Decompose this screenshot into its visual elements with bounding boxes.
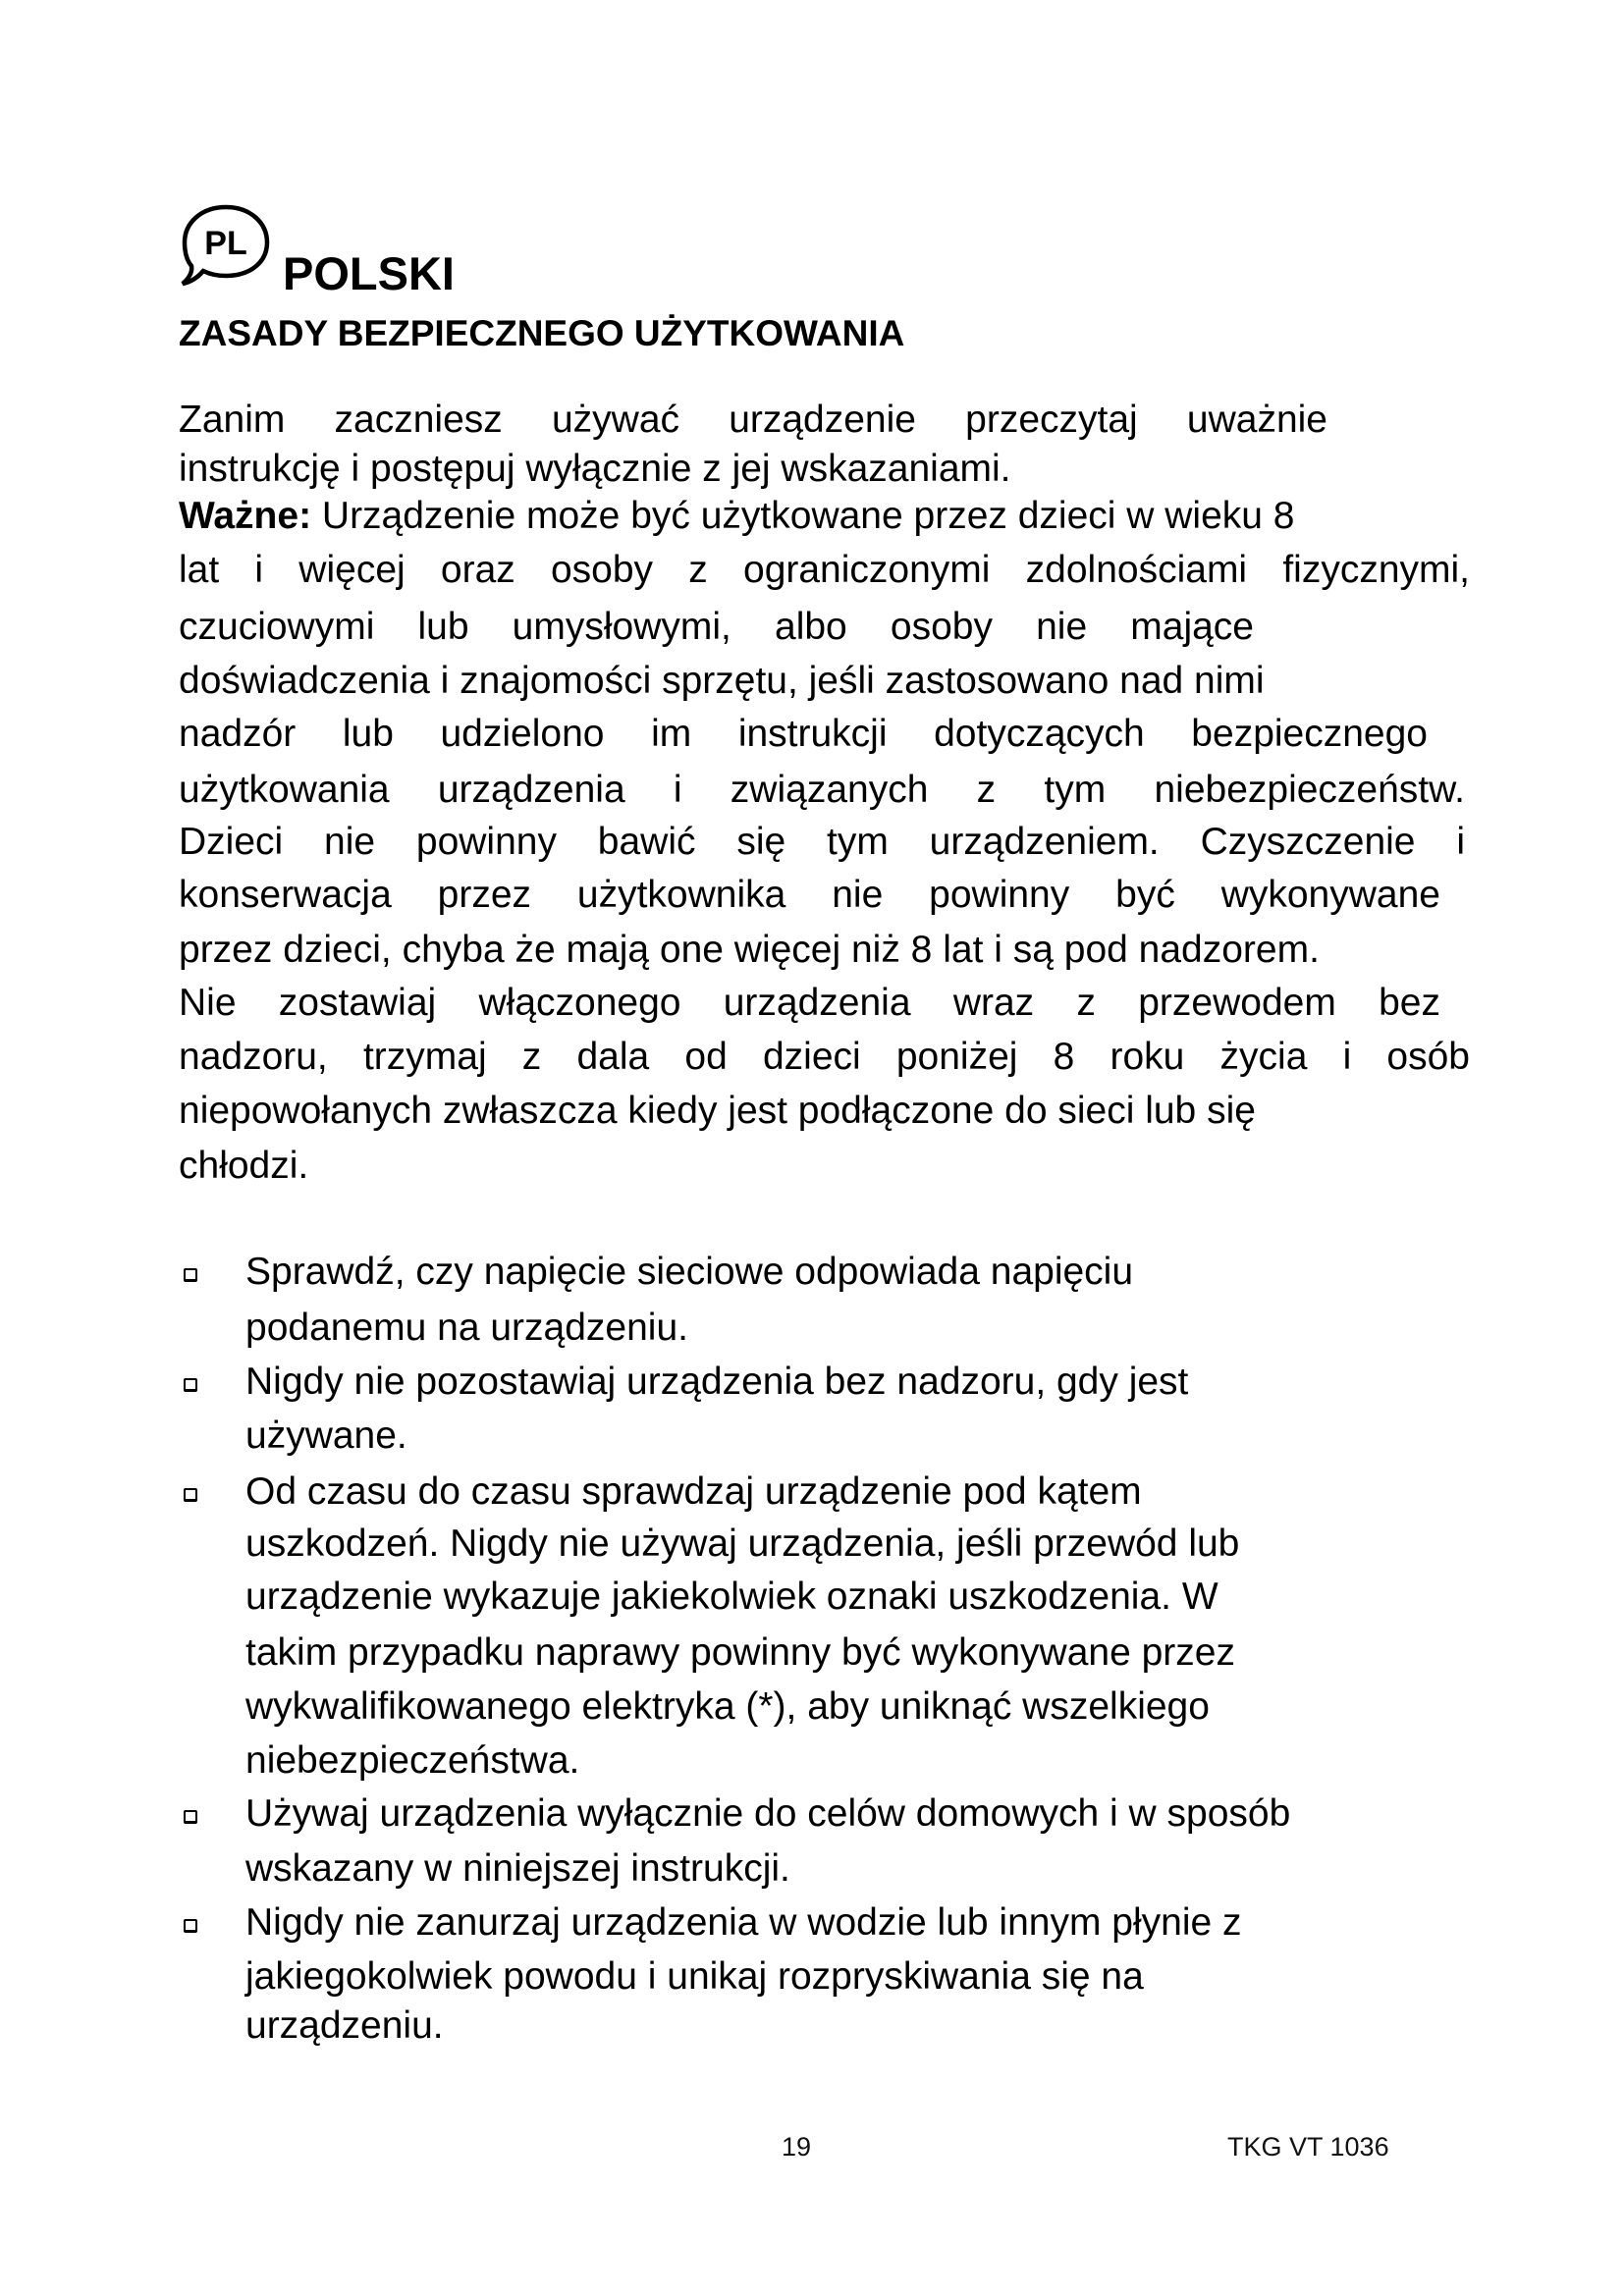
bullet-item-line: wskazany w niniejszej instrukcji. bbox=[245, 1847, 790, 1890]
model-number: TKG VT 1036 bbox=[1227, 2132, 1389, 2162]
important-line bbox=[179, 493, 1295, 540]
important-line: nadzoru, trzymaj z dala od dzieci poniżej 8 roku życia i osób bbox=[179, 1036, 1470, 1078]
bullet-item-line: niebezpieczeństwa. bbox=[245, 1739, 580, 1782]
important-line: przez dzieci, chyba że mają one więcej niż 8 lat i są pod nadzorem. bbox=[179, 929, 1320, 971]
important-line: niepowołanych zwłaszcza kiedy jest podłączone do sieci lub się bbox=[179, 1090, 1256, 1132]
bullet-item-line: uszkodzeń. Nigdy nie używaj urządzenia, jeśli przewód lub bbox=[245, 1522, 1240, 1565]
important-line: Dzieci nie powinny bawić się tym urządzeniem. Czyszczenie i bbox=[179, 821, 1465, 863]
page-number: 19 bbox=[782, 2132, 812, 2162]
intro-line: Zanim zaczniesz używać urządzenie przeczytaj uważnie bbox=[179, 399, 1327, 441]
important-line: nadzór lub udzielono im instrukcji dotyczących bezpiecznego bbox=[179, 713, 1428, 755]
logo-text: PL bbox=[204, 225, 247, 262]
bullet-square-icon bbox=[184, 1810, 197, 1824]
important-line: użytkowania urządzenia i związanych z tym niebezpieczeństw. bbox=[179, 769, 1465, 811]
bullet-item-line: Nigdy nie pozostawiaj urządzenia bez nadzoru, gdy jest bbox=[245, 1361, 1189, 1403]
bullet-square-icon bbox=[184, 1919, 197, 1933]
bullet-item-line: Używaj urządzenia wyłącznie do celów domowych i w sposób bbox=[245, 1792, 1291, 1835]
important-line: chłodzi. bbox=[179, 1145, 309, 1187]
bullet-item-line: urządzenie wykazuje jakiekolwiek oznaki uszkodzenia. W bbox=[245, 1575, 1218, 1618]
bullet-item-line: Nigdy nie zanurzaj urządzenia w wodzie lub innym płynie z bbox=[245, 1901, 1242, 1944]
section-heading: ZASADY BEZPIECZNEGO UŻYTKOWANIA bbox=[179, 313, 905, 353]
bullet-square-icon bbox=[184, 1268, 197, 1282]
important-line: czuciowymi lub umysłowymi, albo osoby nie mające bbox=[179, 606, 1254, 648]
bullet-item-line: urządzeniu. bbox=[245, 2004, 444, 2047]
bullet-square-icon bbox=[184, 1378, 197, 1392]
important-text: Urządzenie może być użytkowane przez dzieci w wieku 8 bbox=[311, 495, 1295, 537]
important-line: konserwacja przez użytkownika nie powinny być wykonywane bbox=[179, 874, 1440, 916]
bullet-item-line: Sprawdź, czy napięcie sieciowe odpowiada napięciu bbox=[245, 1251, 1134, 1293]
bullet-item-line: takim przypadku naprawy powinny być wykonywane przez bbox=[245, 1631, 1235, 1674]
important-line: doświadczenia i znajomości sprzętu, jeśli zastosowano nad nimi bbox=[179, 660, 1265, 702]
bullet-square-icon bbox=[184, 1488, 197, 1502]
bullet-item-line: używane. bbox=[245, 1415, 407, 1457]
important-line: lat i więcej oraz osoby z ograniczonymi zdolnościami fizycznymi, bbox=[179, 549, 1470, 591]
important-label: Ważne: bbox=[179, 495, 312, 537]
language-title: POLSKI bbox=[283, 247, 455, 299]
pl-language-logo bbox=[177, 201, 275, 290]
intro-line: instrukcję i postępuj wyłącznie z jej wskazaniami. bbox=[179, 448, 1011, 490]
bullet-item-line: jakiegokolwiek powodu i unikaj rozpryskiwania się na bbox=[245, 1955, 1144, 1998]
important-line: Nie zostawiaj włączonego urządzenia wraz z przewodem bez bbox=[179, 982, 1440, 1024]
bullet-item-line: Od czasu do czasu sprawdzaj urządzenie pod kątem bbox=[245, 1470, 1142, 1513]
bullet-item-line: wykwalifikowanego elektryka (*), aby uniknąć wszelkiego bbox=[245, 1685, 1210, 1728]
bullet-item-line: podanemu na urządzeniu. bbox=[245, 1307, 688, 1349]
